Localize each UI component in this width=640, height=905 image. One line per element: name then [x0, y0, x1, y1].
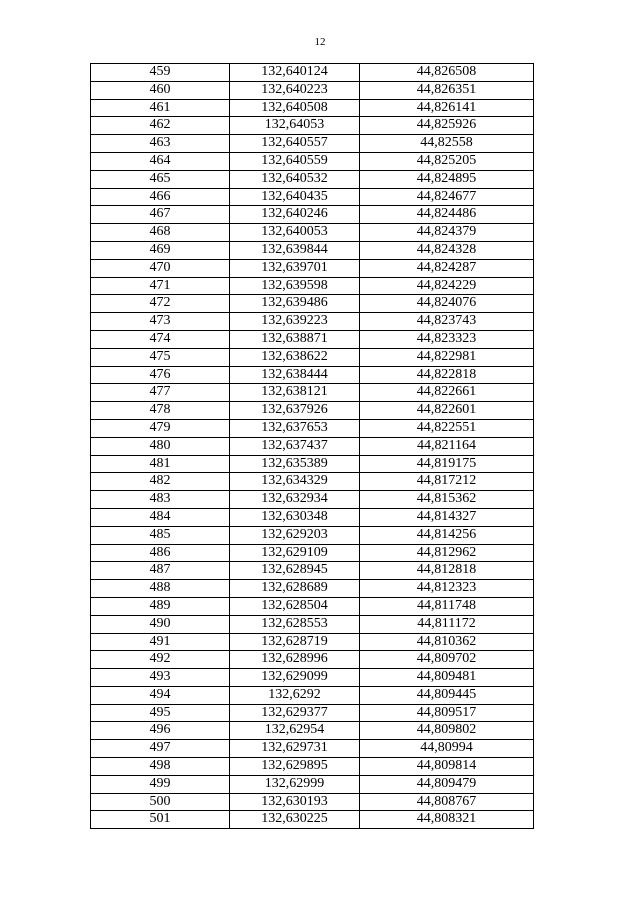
x-coordinate-cell: 132,628689 [230, 580, 360, 598]
point-number-cell: 461 [91, 99, 230, 117]
y-coordinate-cell: 44,819175 [360, 455, 534, 473]
point-number-cell: 485 [91, 526, 230, 544]
y-coordinate-cell: 44,809445 [360, 686, 534, 704]
table-row [91, 526, 534, 544]
table-row [91, 99, 534, 117]
y-coordinate-cell: 44,826141 [360, 99, 534, 117]
x-coordinate-cell: 132,634329 [230, 473, 360, 491]
x-coordinate-cell: 132,639598 [230, 277, 360, 295]
y-coordinate-cell: 44,826351 [360, 81, 534, 99]
point-number-cell: 484 [91, 508, 230, 526]
table-row [91, 544, 534, 562]
point-number-cell: 460 [91, 81, 230, 99]
point-number-cell: 470 [91, 259, 230, 277]
table-row [91, 651, 534, 669]
y-coordinate-cell: 44,821164 [360, 437, 534, 455]
x-coordinate-cell: 132,639223 [230, 313, 360, 331]
page-number: 12 [314, 36, 326, 48]
x-coordinate-cell: 132,638121 [230, 384, 360, 402]
table-row [91, 64, 534, 82]
table-row [91, 152, 534, 170]
y-coordinate-cell: 44,822601 [360, 402, 534, 420]
table-row [91, 633, 534, 651]
y-coordinate-cell: 44,810362 [360, 633, 534, 651]
x-coordinate-cell: 132,6292 [230, 686, 360, 704]
x-coordinate-cell: 132,630348 [230, 508, 360, 526]
x-coordinate-cell: 132,640246 [230, 206, 360, 224]
x-coordinate-cell: 132,637926 [230, 402, 360, 420]
table-row [91, 117, 534, 135]
x-coordinate-cell: 132,640559 [230, 152, 360, 170]
table-row [91, 775, 534, 793]
x-coordinate-cell: 132,629731 [230, 740, 360, 758]
table-row [91, 473, 534, 491]
table-row [91, 348, 534, 366]
table-row [91, 366, 534, 384]
table-row [91, 491, 534, 509]
point-number-cell: 488 [91, 580, 230, 598]
table-row [91, 562, 534, 580]
x-coordinate-cell: 132,628553 [230, 615, 360, 633]
table-row [91, 437, 534, 455]
x-coordinate-cell: 132,638871 [230, 330, 360, 348]
y-coordinate-cell: 44,812962 [360, 544, 534, 562]
point-number-cell: 482 [91, 473, 230, 491]
point-number-cell: 464 [91, 152, 230, 170]
table-row [91, 722, 534, 740]
y-coordinate-cell: 44,823743 [360, 313, 534, 331]
point-number-cell: 476 [91, 366, 230, 384]
table-row [91, 259, 534, 277]
point-number-cell: 475 [91, 348, 230, 366]
table-row [91, 241, 534, 259]
table-row [91, 224, 534, 242]
table-row [91, 313, 534, 331]
table-row [91, 81, 534, 99]
point-number-cell: 479 [91, 419, 230, 437]
y-coordinate-cell: 44,808767 [360, 793, 534, 811]
point-number-cell: 466 [91, 188, 230, 206]
x-coordinate-cell: 132,632934 [230, 491, 360, 509]
table-row [91, 793, 534, 811]
point-number-cell: 494 [91, 686, 230, 704]
x-coordinate-cell: 132,629377 [230, 704, 360, 722]
table-row [91, 740, 534, 758]
point-number-cell: 467 [91, 206, 230, 224]
point-number-cell: 490 [91, 615, 230, 633]
y-coordinate-cell: 44,824287 [360, 259, 534, 277]
y-coordinate-cell: 44,824379 [360, 224, 534, 242]
x-coordinate-cell: 132,629109 [230, 544, 360, 562]
x-coordinate-cell: 132,640508 [230, 99, 360, 117]
x-coordinate-cell: 132,640223 [230, 81, 360, 99]
x-coordinate-cell: 132,639701 [230, 259, 360, 277]
x-coordinate-cell: 132,637437 [230, 437, 360, 455]
y-coordinate-cell: 44,825926 [360, 117, 534, 135]
y-coordinate-cell: 44,809814 [360, 758, 534, 776]
point-number-cell: 474 [91, 330, 230, 348]
point-number-cell: 473 [91, 313, 230, 331]
y-coordinate-cell: 44,808321 [360, 811, 534, 829]
y-coordinate-cell: 44,809802 [360, 722, 534, 740]
point-number-cell: 471 [91, 277, 230, 295]
x-coordinate-cell: 132,640435 [230, 188, 360, 206]
table-row [91, 384, 534, 402]
point-number-cell: 495 [91, 704, 230, 722]
x-coordinate-cell: 132,637653 [230, 419, 360, 437]
table-row [91, 669, 534, 687]
table-row [91, 188, 534, 206]
x-coordinate-cell: 132,640053 [230, 224, 360, 242]
x-coordinate-cell: 132,629895 [230, 758, 360, 776]
y-coordinate-cell: 44,823323 [360, 330, 534, 348]
x-coordinate-cell: 132,630225 [230, 811, 360, 829]
y-coordinate-cell: 44,822661 [360, 384, 534, 402]
table-row [91, 277, 534, 295]
y-coordinate-cell: 44,817212 [360, 473, 534, 491]
table-row [91, 811, 534, 829]
table-row [91, 580, 534, 598]
point-number-cell: 489 [91, 597, 230, 615]
coordinates-table [90, 63, 534, 829]
point-number-cell: 487 [91, 562, 230, 580]
x-coordinate-cell: 132,638622 [230, 348, 360, 366]
x-coordinate-cell: 132,629203 [230, 526, 360, 544]
y-coordinate-cell: 44,82558 [360, 135, 534, 153]
table-row [91, 402, 534, 420]
y-coordinate-cell: 44,824076 [360, 295, 534, 313]
table-row [91, 419, 534, 437]
y-coordinate-cell: 44,80994 [360, 740, 534, 758]
y-coordinate-cell: 44,809481 [360, 669, 534, 687]
y-coordinate-cell: 44,824229 [360, 277, 534, 295]
point-number-cell: 481 [91, 455, 230, 473]
table-row [91, 686, 534, 704]
y-coordinate-cell: 44,824328 [360, 241, 534, 259]
point-number-cell: 478 [91, 402, 230, 420]
y-coordinate-cell: 44,822818 [360, 366, 534, 384]
point-number-cell: 459 [91, 64, 230, 82]
y-coordinate-cell: 44,815362 [360, 491, 534, 509]
x-coordinate-cell: 132,630193 [230, 793, 360, 811]
point-number-cell: 469 [91, 241, 230, 259]
y-coordinate-cell: 44,812323 [360, 580, 534, 598]
x-coordinate-cell: 132,640532 [230, 170, 360, 188]
point-number-cell: 493 [91, 669, 230, 687]
point-number-cell: 496 [91, 722, 230, 740]
point-number-cell: 472 [91, 295, 230, 313]
x-coordinate-cell: 132,628945 [230, 562, 360, 580]
y-coordinate-cell: 44,824895 [360, 170, 534, 188]
x-coordinate-cell: 132,635389 [230, 455, 360, 473]
point-number-cell: 500 [91, 793, 230, 811]
point-number-cell: 465 [91, 170, 230, 188]
y-coordinate-cell: 44,822981 [360, 348, 534, 366]
table-row [91, 295, 534, 313]
x-coordinate-cell: 132,62954 [230, 722, 360, 740]
table-row [91, 597, 534, 615]
point-number-cell: 463 [91, 135, 230, 153]
table-row [91, 330, 534, 348]
point-number-cell: 497 [91, 740, 230, 758]
table-row [91, 508, 534, 526]
y-coordinate-cell: 44,826508 [360, 64, 534, 82]
y-coordinate-cell: 44,824677 [360, 188, 534, 206]
point-number-cell: 462 [91, 117, 230, 135]
y-coordinate-cell: 44,811172 [360, 615, 534, 633]
x-coordinate-cell: 132,628504 [230, 597, 360, 615]
y-coordinate-cell: 44,822551 [360, 419, 534, 437]
y-coordinate-cell: 44,811748 [360, 597, 534, 615]
x-coordinate-cell: 132,628719 [230, 633, 360, 651]
y-coordinate-cell: 44,809479 [360, 775, 534, 793]
point-number-cell: 486 [91, 544, 230, 562]
table-row [91, 615, 534, 633]
y-coordinate-cell: 44,814256 [360, 526, 534, 544]
table-row [91, 170, 534, 188]
x-coordinate-cell: 132,639486 [230, 295, 360, 313]
y-coordinate-cell: 44,812818 [360, 562, 534, 580]
y-coordinate-cell: 44,814327 [360, 508, 534, 526]
x-coordinate-cell: 132,628996 [230, 651, 360, 669]
y-coordinate-cell: 44,824486 [360, 206, 534, 224]
point-number-cell: 498 [91, 758, 230, 776]
point-number-cell: 483 [91, 491, 230, 509]
point-number-cell: 492 [91, 651, 230, 669]
x-coordinate-cell: 132,62999 [230, 775, 360, 793]
point-number-cell: 491 [91, 633, 230, 651]
point-number-cell: 501 [91, 811, 230, 829]
point-number-cell: 477 [91, 384, 230, 402]
coordinates-table-body [91, 64, 534, 829]
table-row [91, 206, 534, 224]
table-row [91, 135, 534, 153]
y-coordinate-cell: 44,825205 [360, 152, 534, 170]
point-number-cell: 480 [91, 437, 230, 455]
x-coordinate-cell: 132,640557 [230, 135, 360, 153]
x-coordinate-cell: 132,638444 [230, 366, 360, 384]
point-number-cell: 468 [91, 224, 230, 242]
table-row [91, 704, 534, 722]
table-row [91, 758, 534, 776]
x-coordinate-cell: 132,640124 [230, 64, 360, 82]
y-coordinate-cell: 44,809702 [360, 651, 534, 669]
table-row [91, 455, 534, 473]
point-number-cell: 499 [91, 775, 230, 793]
x-coordinate-cell: 132,629099 [230, 669, 360, 687]
x-coordinate-cell: 132,639844 [230, 241, 360, 259]
x-coordinate-cell: 132,64053 [230, 117, 360, 135]
y-coordinate-cell: 44,809517 [360, 704, 534, 722]
